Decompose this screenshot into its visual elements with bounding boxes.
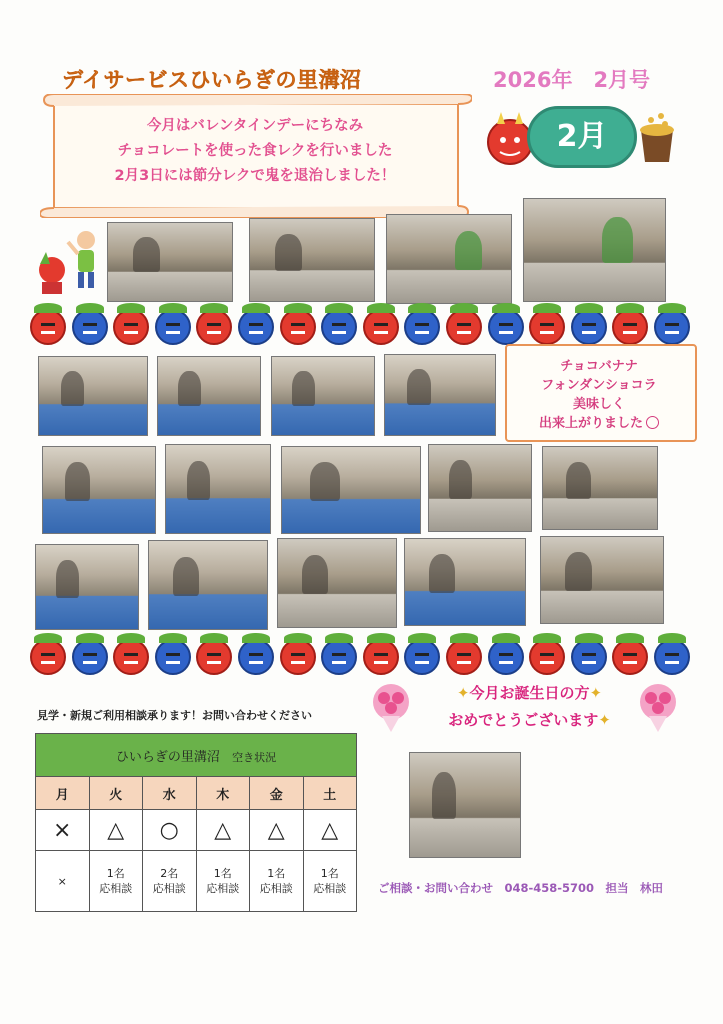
- facility-title: デイサービスひいらぎの里溝沼: [62, 68, 362, 92]
- red-demon-icon: [30, 639, 66, 675]
- note-cell: 1名 応相談: [196, 851, 250, 912]
- photo-setsubun-2: [249, 218, 375, 302]
- birthday-line-1: ✦今月お誕生日の方✦: [456, 684, 603, 702]
- blue-demon-icon: [155, 639, 191, 675]
- contact-info: ご相談・お問い合わせ 048-458-5700 担当 林田: [378, 881, 664, 895]
- note-cell: 1名 応相談: [250, 851, 304, 912]
- sparkle-icon: ✦: [598, 711, 611, 729]
- blue-demon-icon: [72, 639, 108, 675]
- red-demon-icon: [30, 309, 66, 345]
- red-demon-icon: [113, 639, 149, 675]
- red-demon-icon: [113, 309, 149, 345]
- status-cell: △: [89, 810, 143, 851]
- red-demon-icon: [280, 309, 316, 345]
- blue-demon-icon: [72, 309, 108, 345]
- blue-demon-icon: [238, 639, 274, 675]
- red-demon-icon: [446, 639, 482, 675]
- inquiry-note: 見学・新規ご利用相談承ります！お問い合わせください: [37, 709, 312, 722]
- month-badge-label: 2月: [556, 119, 608, 154]
- vacancy-table: [35, 733, 357, 912]
- vacancy-status-row: [36, 810, 357, 851]
- caption-line: チョコバナナ: [560, 359, 638, 374]
- blue-demon-icon: [404, 309, 440, 345]
- vacancy-notes-row: [36, 851, 357, 912]
- photo-birthday: [409, 752, 521, 858]
- status-cell: ○: [143, 810, 197, 851]
- intro-message: [60, 114, 450, 189]
- day-header: 水: [143, 777, 197, 810]
- sparkle-icon: ✦: [456, 684, 470, 702]
- note-cell: 1名 応相談: [303, 851, 357, 912]
- blue-demon-icon: [488, 309, 524, 345]
- red-demon-icon: [196, 639, 232, 675]
- status-cell: ×: [36, 810, 90, 851]
- blue-demon-icon: [571, 309, 607, 345]
- photo-cooking-5: [42, 446, 156, 534]
- day-header: 金: [250, 777, 304, 810]
- red-demon-icon: [196, 309, 232, 345]
- caption-line: 美味しく: [572, 397, 625, 412]
- photo-cooking-8: [428, 444, 532, 532]
- photo-cooking-12: [277, 538, 397, 628]
- issue-label: 2026年 2月号: [493, 68, 651, 92]
- photo-cooking-13: [404, 538, 526, 626]
- day-header: 火: [89, 777, 143, 810]
- status-cell: △: [196, 810, 250, 851]
- day-header: 土: [303, 777, 357, 810]
- birthday-line-2: おめでとうございます✦: [448, 711, 611, 729]
- blue-demon-icon: [238, 309, 274, 345]
- photo-cooking-4: [384, 354, 496, 436]
- photo-cooking-6: [165, 444, 271, 534]
- blue-demon-icon: [571, 639, 607, 675]
- photo-setsubun-1: [107, 222, 233, 302]
- day-header: 木: [196, 777, 250, 810]
- red-demon-icon: [529, 639, 565, 675]
- status-cell: △: [303, 810, 357, 851]
- intro-line: チョコレートを使った食レクを行いました: [117, 143, 393, 159]
- flower-bouquet-icon: [635, 682, 681, 732]
- demon-border-top: [30, 306, 690, 348]
- bean-box-icon: [635, 108, 679, 164]
- birthday-message: [422, 680, 637, 734]
- vacancy-subtitle: 空き状況: [232, 750, 277, 764]
- waving-child-icon: [36, 226, 106, 300]
- intro-line: 今月はバレンタインデーにちなみ: [146, 118, 364, 134]
- status-cell: △: [250, 810, 304, 851]
- vacancy-title: ひいらぎの里溝沼 空き状況: [36, 734, 357, 777]
- month-badge: [527, 106, 637, 168]
- photo-cooking-7: [281, 446, 421, 534]
- flower-bouquet-icon: [368, 682, 414, 732]
- blue-demon-icon: [321, 639, 357, 675]
- blue-demon-icon: [155, 309, 191, 345]
- sparkle-icon: ✦: [589, 684, 603, 702]
- demon-border-bottom: [30, 636, 690, 678]
- intro-line: 2月3日には節分レクで鬼を退治しました！: [114, 168, 396, 184]
- vacancy-title-row: [36, 734, 357, 777]
- blue-demon-icon: [488, 639, 524, 675]
- red-demon-icon: [529, 309, 565, 345]
- photo-cooking-2: [157, 356, 261, 436]
- photo-cooking-9: [542, 446, 658, 530]
- photo-caption: [507, 357, 691, 433]
- red-demon-icon: [446, 309, 482, 345]
- caption-line: 出来上がりました: [507, 414, 691, 433]
- photo-cooking-3: [271, 356, 375, 436]
- red-demon-icon: [363, 309, 399, 345]
- photo-cooking-1: [38, 356, 148, 436]
- red-demon-icon: [363, 639, 399, 675]
- blue-demon-icon: [321, 309, 357, 345]
- note-cell: 2名 応相談: [143, 851, 197, 912]
- photo-setsubun-4: [523, 198, 666, 302]
- blue-demon-icon: [404, 639, 440, 675]
- photo-setsubun-3: [386, 214, 512, 304]
- vacancy-day-row: [36, 777, 357, 810]
- caption-line: フォンダンショコラ: [541, 378, 657, 393]
- note-cell: ×: [36, 851, 90, 912]
- photo-cooking-11: [148, 540, 268, 630]
- day-header: 月: [36, 777, 90, 810]
- photo-finished-dessert: [540, 536, 664, 624]
- red-demon-icon: [612, 639, 648, 675]
- photo-cooking-10: [35, 544, 139, 630]
- blue-demon-icon: [654, 639, 690, 675]
- note-cell: 1名 応相談: [89, 851, 143, 912]
- red-demon-icon: [612, 309, 648, 345]
- red-demon-icon: [280, 639, 316, 675]
- smile-icon: [646, 416, 659, 429]
- blue-demon-icon: [654, 309, 690, 345]
